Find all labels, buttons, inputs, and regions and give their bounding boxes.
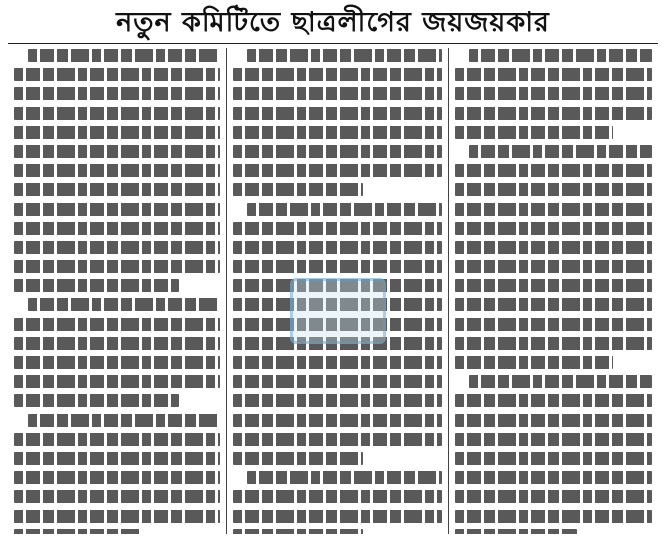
body-text-line bbox=[14, 279, 179, 292]
body-text-line bbox=[14, 318, 220, 331]
body-text-line bbox=[28, 49, 220, 62]
body-text-line bbox=[455, 414, 652, 427]
body-text-line bbox=[233, 145, 442, 158]
body-text-line bbox=[233, 222, 442, 235]
body-text-line bbox=[233, 490, 442, 503]
body-text-line bbox=[455, 510, 652, 523]
body-text-line bbox=[233, 68, 442, 81]
body-text-line bbox=[14, 183, 220, 196]
headline-rule bbox=[8, 43, 658, 44]
body-text-line bbox=[14, 375, 220, 388]
body-text-line bbox=[14, 241, 220, 254]
body-text-line bbox=[455, 183, 652, 196]
body-text-line bbox=[455, 529, 577, 534]
body-text-line bbox=[233, 356, 442, 369]
body-text-line bbox=[233, 183, 363, 196]
body-text-line bbox=[455, 203, 652, 216]
body-text-line bbox=[455, 471, 652, 484]
body-text-line bbox=[455, 394, 652, 407]
body-text-line bbox=[247, 203, 442, 216]
body-text-line bbox=[455, 337, 652, 350]
body-text-line bbox=[14, 107, 220, 120]
body-text-line bbox=[14, 222, 220, 235]
body-text-line bbox=[14, 164, 220, 177]
body-text-line bbox=[14, 87, 220, 100]
body-text-line bbox=[455, 87, 652, 100]
body-text-line bbox=[455, 164, 652, 177]
body-text-line bbox=[233, 107, 442, 120]
body-text-line bbox=[233, 433, 442, 446]
body-text-line bbox=[14, 394, 179, 407]
body-text-line bbox=[14, 510, 220, 523]
body-text-line bbox=[233, 260, 442, 273]
body-text-line bbox=[469, 375, 652, 388]
body-text-line bbox=[233, 452, 363, 465]
body-text-line bbox=[247, 49, 442, 62]
body-text-line bbox=[14, 471, 220, 484]
body-text-line bbox=[14, 203, 220, 216]
body-text-line bbox=[233, 394, 442, 407]
body-text-line bbox=[233, 414, 442, 427]
body-text-line bbox=[455, 356, 613, 369]
body-text-line bbox=[233, 510, 442, 523]
body-text-line bbox=[455, 279, 652, 292]
body-text-line bbox=[233, 87, 442, 100]
body-text-line bbox=[14, 452, 220, 465]
body-text-line bbox=[455, 222, 652, 235]
body-text-line bbox=[469, 145, 652, 158]
body-text-line bbox=[233, 164, 442, 177]
body-text-line bbox=[14, 529, 142, 534]
article-columns bbox=[8, 48, 658, 534]
body-text-line bbox=[455, 318, 652, 331]
body-text-line bbox=[14, 68, 220, 81]
body-text-line bbox=[455, 490, 652, 503]
headline: নতুন কমিটিতে ছাত্রলীগের জয়জয়কার bbox=[116, 7, 550, 38]
body-text-line bbox=[28, 298, 220, 311]
body-text-line bbox=[233, 375, 442, 388]
body-text-line bbox=[14, 433, 220, 446]
body-text-line bbox=[455, 452, 652, 465]
body-text-line bbox=[233, 529, 363, 534]
body-text-line bbox=[455, 433, 652, 446]
body-text-line bbox=[14, 126, 220, 139]
body-text-line bbox=[455, 68, 652, 81]
body-text-line bbox=[455, 126, 613, 139]
body-text-line bbox=[455, 298, 652, 311]
body-text-line bbox=[14, 260, 220, 273]
article-column-3 bbox=[448, 48, 658, 534]
article-column-1 bbox=[8, 48, 226, 534]
body-text-line bbox=[455, 241, 652, 254]
body-text-line bbox=[233, 126, 442, 139]
body-text-line bbox=[455, 107, 652, 120]
body-text-line bbox=[14, 356, 220, 369]
body-text-line bbox=[14, 490, 220, 503]
body-text-line bbox=[247, 471, 442, 484]
body-text-line bbox=[469, 49, 652, 62]
watermark bbox=[290, 278, 386, 344]
body-text-line bbox=[233, 241, 442, 254]
body-text-line bbox=[14, 145, 220, 158]
body-text-line bbox=[455, 260, 652, 273]
body-text-line bbox=[28, 414, 220, 427]
body-text-line bbox=[14, 337, 220, 350]
